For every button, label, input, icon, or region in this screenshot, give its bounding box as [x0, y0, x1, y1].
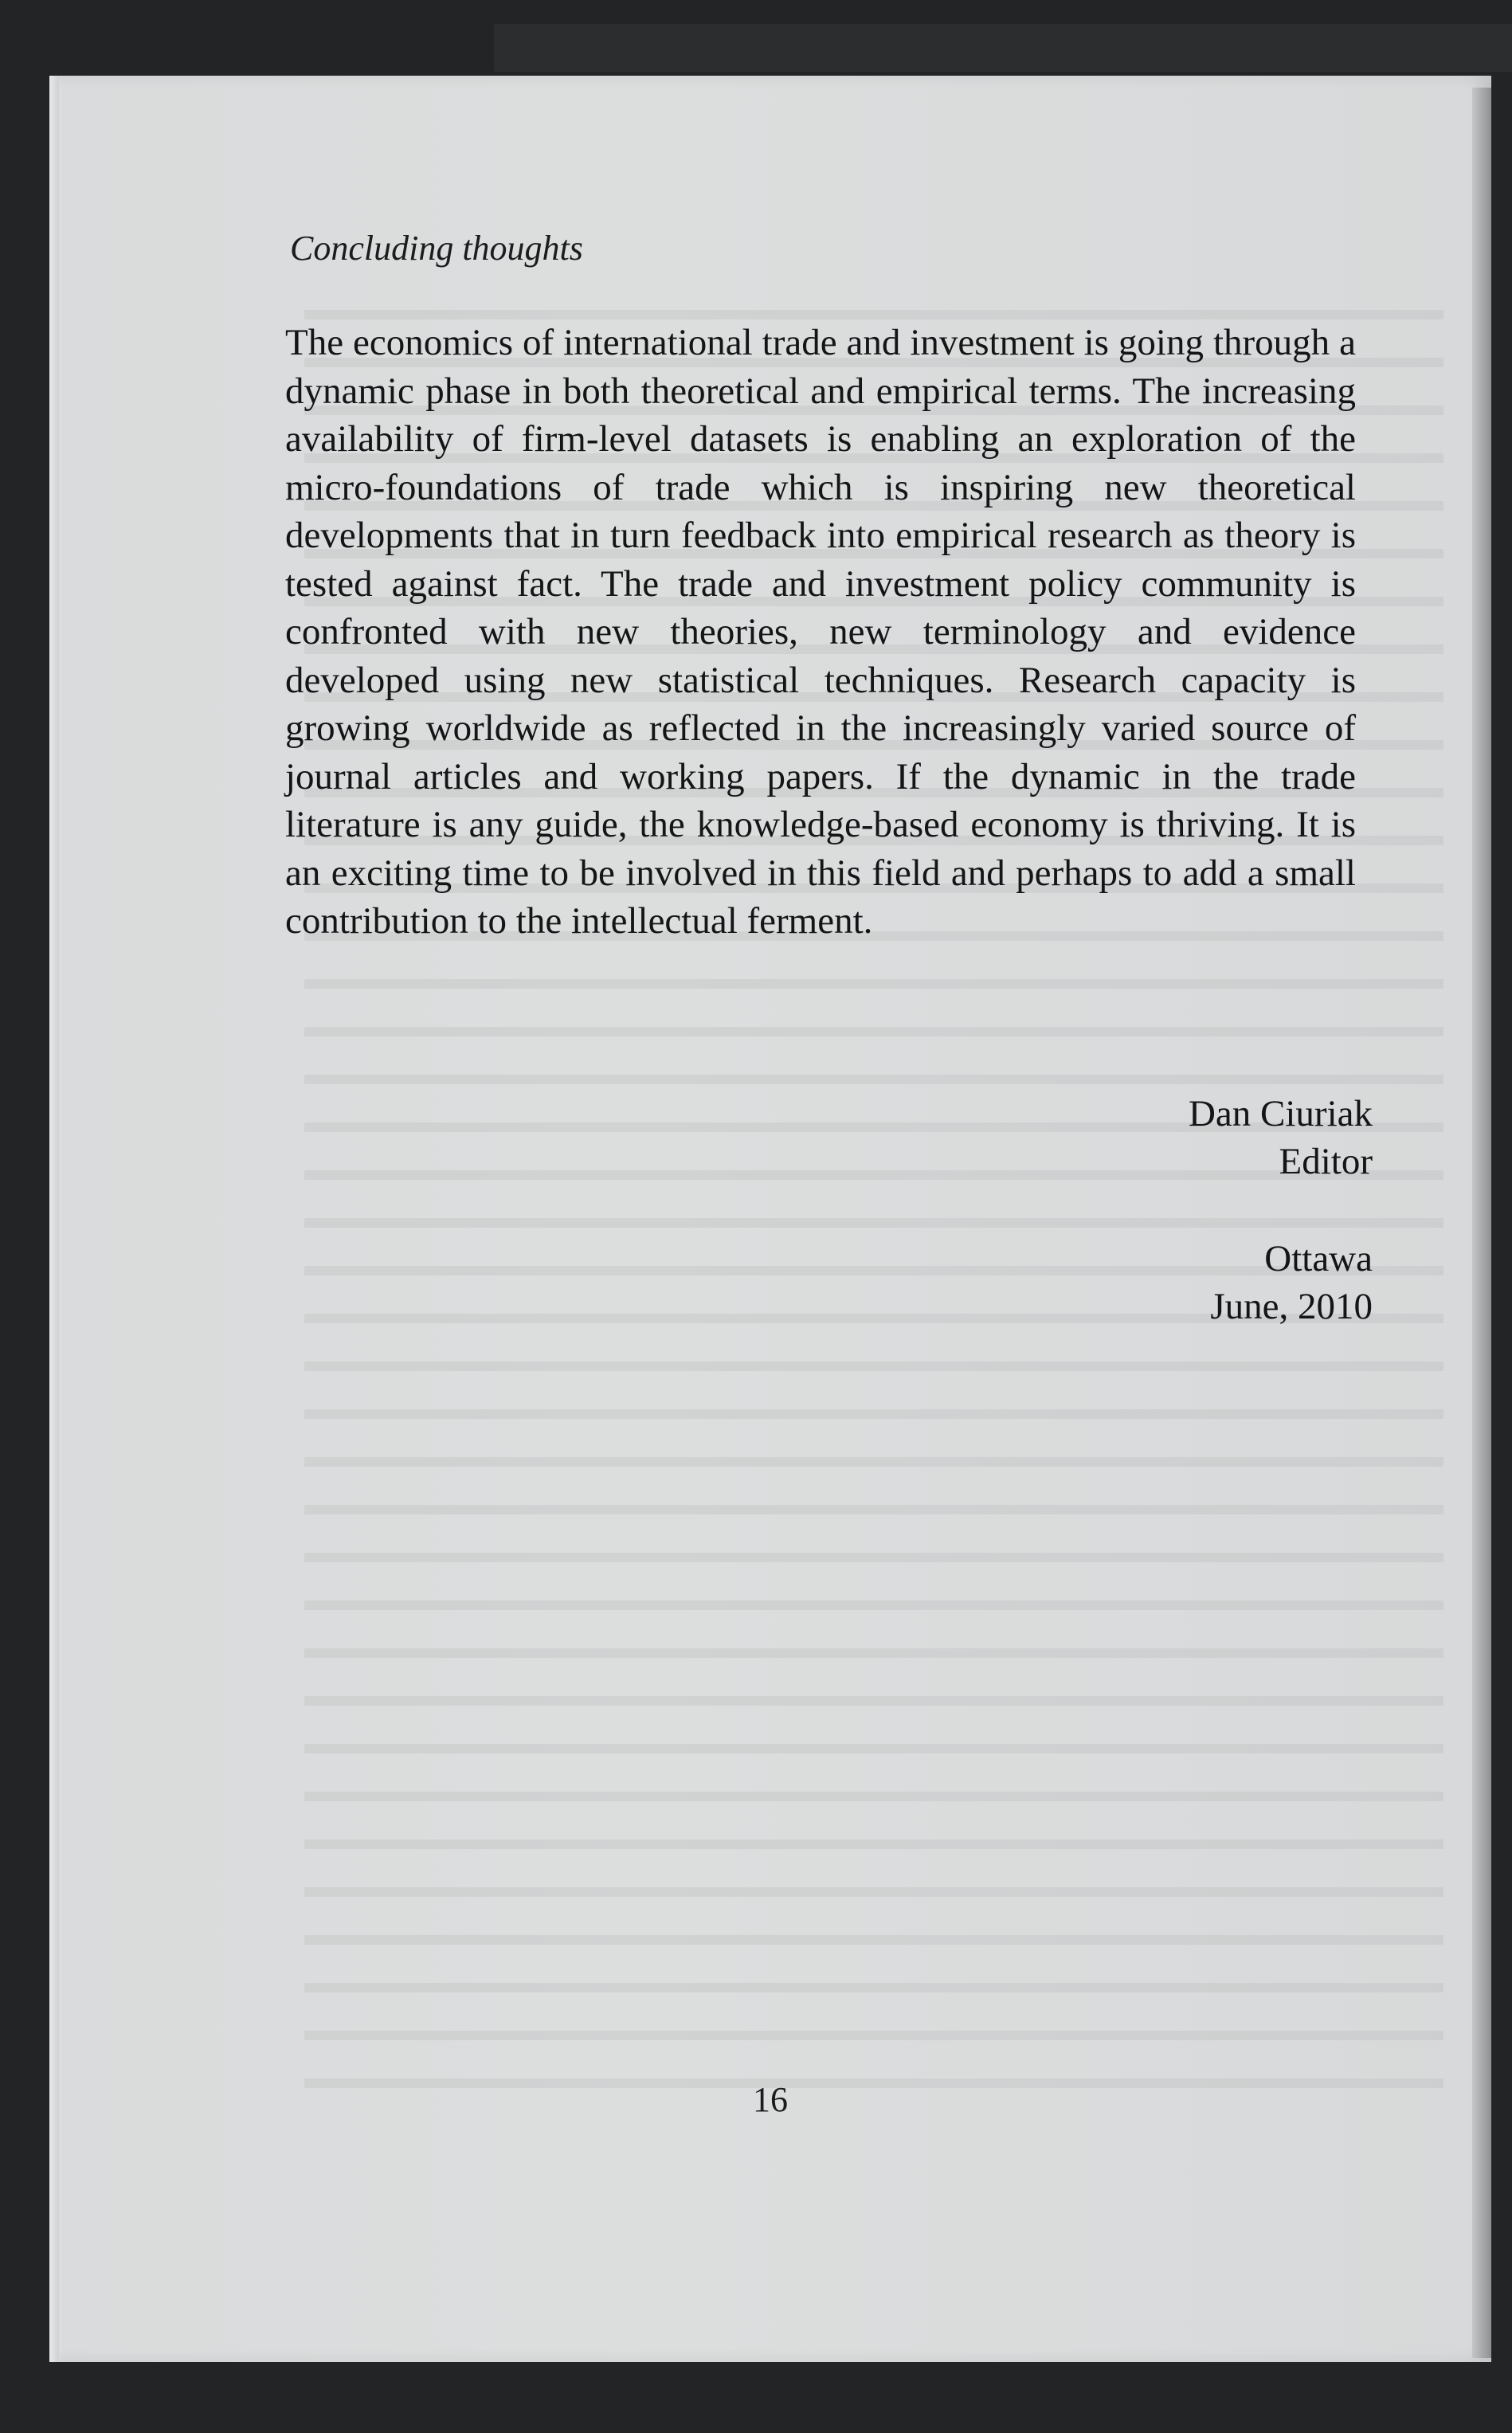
section-heading: Concluding thoughts	[290, 229, 583, 268]
page-number: 16	[753, 2080, 788, 2119]
author-name: Dan Ciuriak	[1188, 1093, 1373, 1134]
place: Ottawa	[1264, 1238, 1373, 1279]
footer	[49, 0, 1491, 2433]
body-paragraph: The economics of international trade and investment is going through a dynamic phase in both theoretical and empirical terms. The increasing availability of firm-level datasets is enabling an exploration of the micro-foundations of trade which is inspiring new theoretical developments that in turn feedback into empirical research as theory is tested against fact. The trade and investment policy community is confronted with new theories, new terminology and evidence developed using new statistical techniques. Research capacity is growing worldwide as reflected in the increasingly varied source of journal articles and working papers. If the dynamic in the trade literature is any guide, the knowledge-based economy is thriving. It is an exciting time to be involved in this field and perhaps to add a small contribution to the intellectual ferment.	[285, 322, 1356, 942]
author-role: Editor	[1279, 1141, 1373, 1182]
date: June, 2010	[1210, 1286, 1373, 1327]
